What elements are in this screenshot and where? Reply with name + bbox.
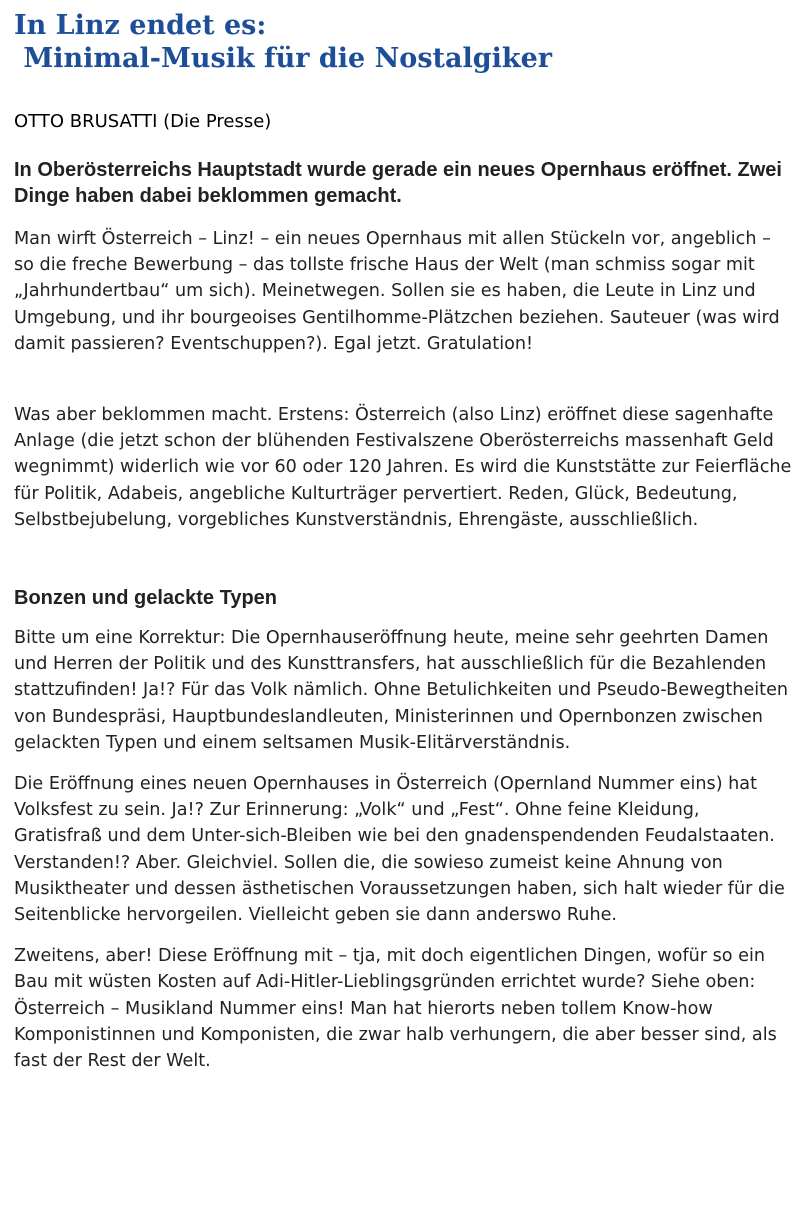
article-paragraph: Was aber beklommen macht. Erstens: Österreich (also Linz) eröffnet diese sagenhafte Anlage (die jetzt schon der blühenden Festivalszene Oberösterreichs massenhaft Geld wegnimmt) widerlich wie vor 60 oder 120 Jahren. Es wird die Kunststätte zur Feierfläche für Politik, Adabeis, angebliche Kulturträger pervertiert. Reden, Glück, Bedeutung, Selbstbejubelung, vorgebliches Kunstverständnis, Ehrengäste, ausschließlich. (14, 405, 792, 530)
article-paragraph: Man wirft Österreich – Linz! – ein neues Opernhaus mit allen Stückeln vor, angeblich – so die freche Bewerbung – das tollste frische Haus der Welt (man schmiss sogar mit „Jahrhundertbau“ um sich). Meinetwegen. Sollen sie es haben, die Leute in Linz und Umgebung, und ihr bourgeoises Gentilhomme-Plätzchen beziehen. Sauteuer (was wird damit passieren? Eventschuppen?). Egal jetzt. Gratulation! (14, 229, 780, 354)
article-paragraph: Zweitens, aber! Diese Eröffnung mit – tja, mit doch eigentlichen Dingen, wofür so ein Bau mit wüsten Kosten auf Adi-Hitler-Lieblingsgründen errichtet wurde? Siehe oben: Österreich – Musikland Nummer eins! Man hat hierorts neben tollem Know-how Komponistinnen und Komponisten, die zwar halb verhungern, die aber besser sind, als fast der Rest der Welt. (14, 946, 777, 1072)
article-paragraph: Die Eröffnung eines neuen Opernhauses in Österreich (Opernland Nummer eins) hat Volksfest zu sein. Ja!? Zur Erinnerung: „Volk“ und „Fest“. Ohne feine Kleidung, Gratisfraß und dem Unter-sich-Bleiben wie bei den gnadenspendenden Feudalstaaten. Verstanden!? Aber. Gleichviel. Sollen die, die sowieso zumeist keine Ahnung von Musiktheater und dessen ästhetischen Voraussetzungen haben, sich halt wieder für die Seitenblicke hervorgeilen. Vielleicht geben sie dann anderswo Ruhe. (14, 774, 785, 926)
article-lead: In Oberösterreichs Hauptstadt wurde gerade ein neues Opernhaus eröffnet. Zwei Dinge haben dabei beklommen gemacht. (14, 159, 782, 207)
article-title: In Linz endet es: Minimal-Musik für die Nostalgiker (14, 10, 552, 74)
article-subheading: Bonzen und gelackte Typen (14, 587, 277, 610)
article (14, 0, 792, 1074)
article-byline: OTTO BRUSATTI (Die Presse) (14, 111, 272, 132)
article-paragraph: Bitte um eine Korrektur: Die Opernhauseröffnung heute, meine sehr geehrten Damen und Herren der Politik und des Kunsttransfers, hat ausschließlich für die Bezahlenden stattzufinden! Ja!? Für das Volk nämlich. Ohne Betulichkeiten und Pseudo-Bewegtheiten von Bundespräsi, Hauptbundeslandleuten, Ministerinnen und Opernbonzen zwischen gelackten Typen und einem seltsamen Musik-Elitärverständnis. (14, 628, 789, 753)
